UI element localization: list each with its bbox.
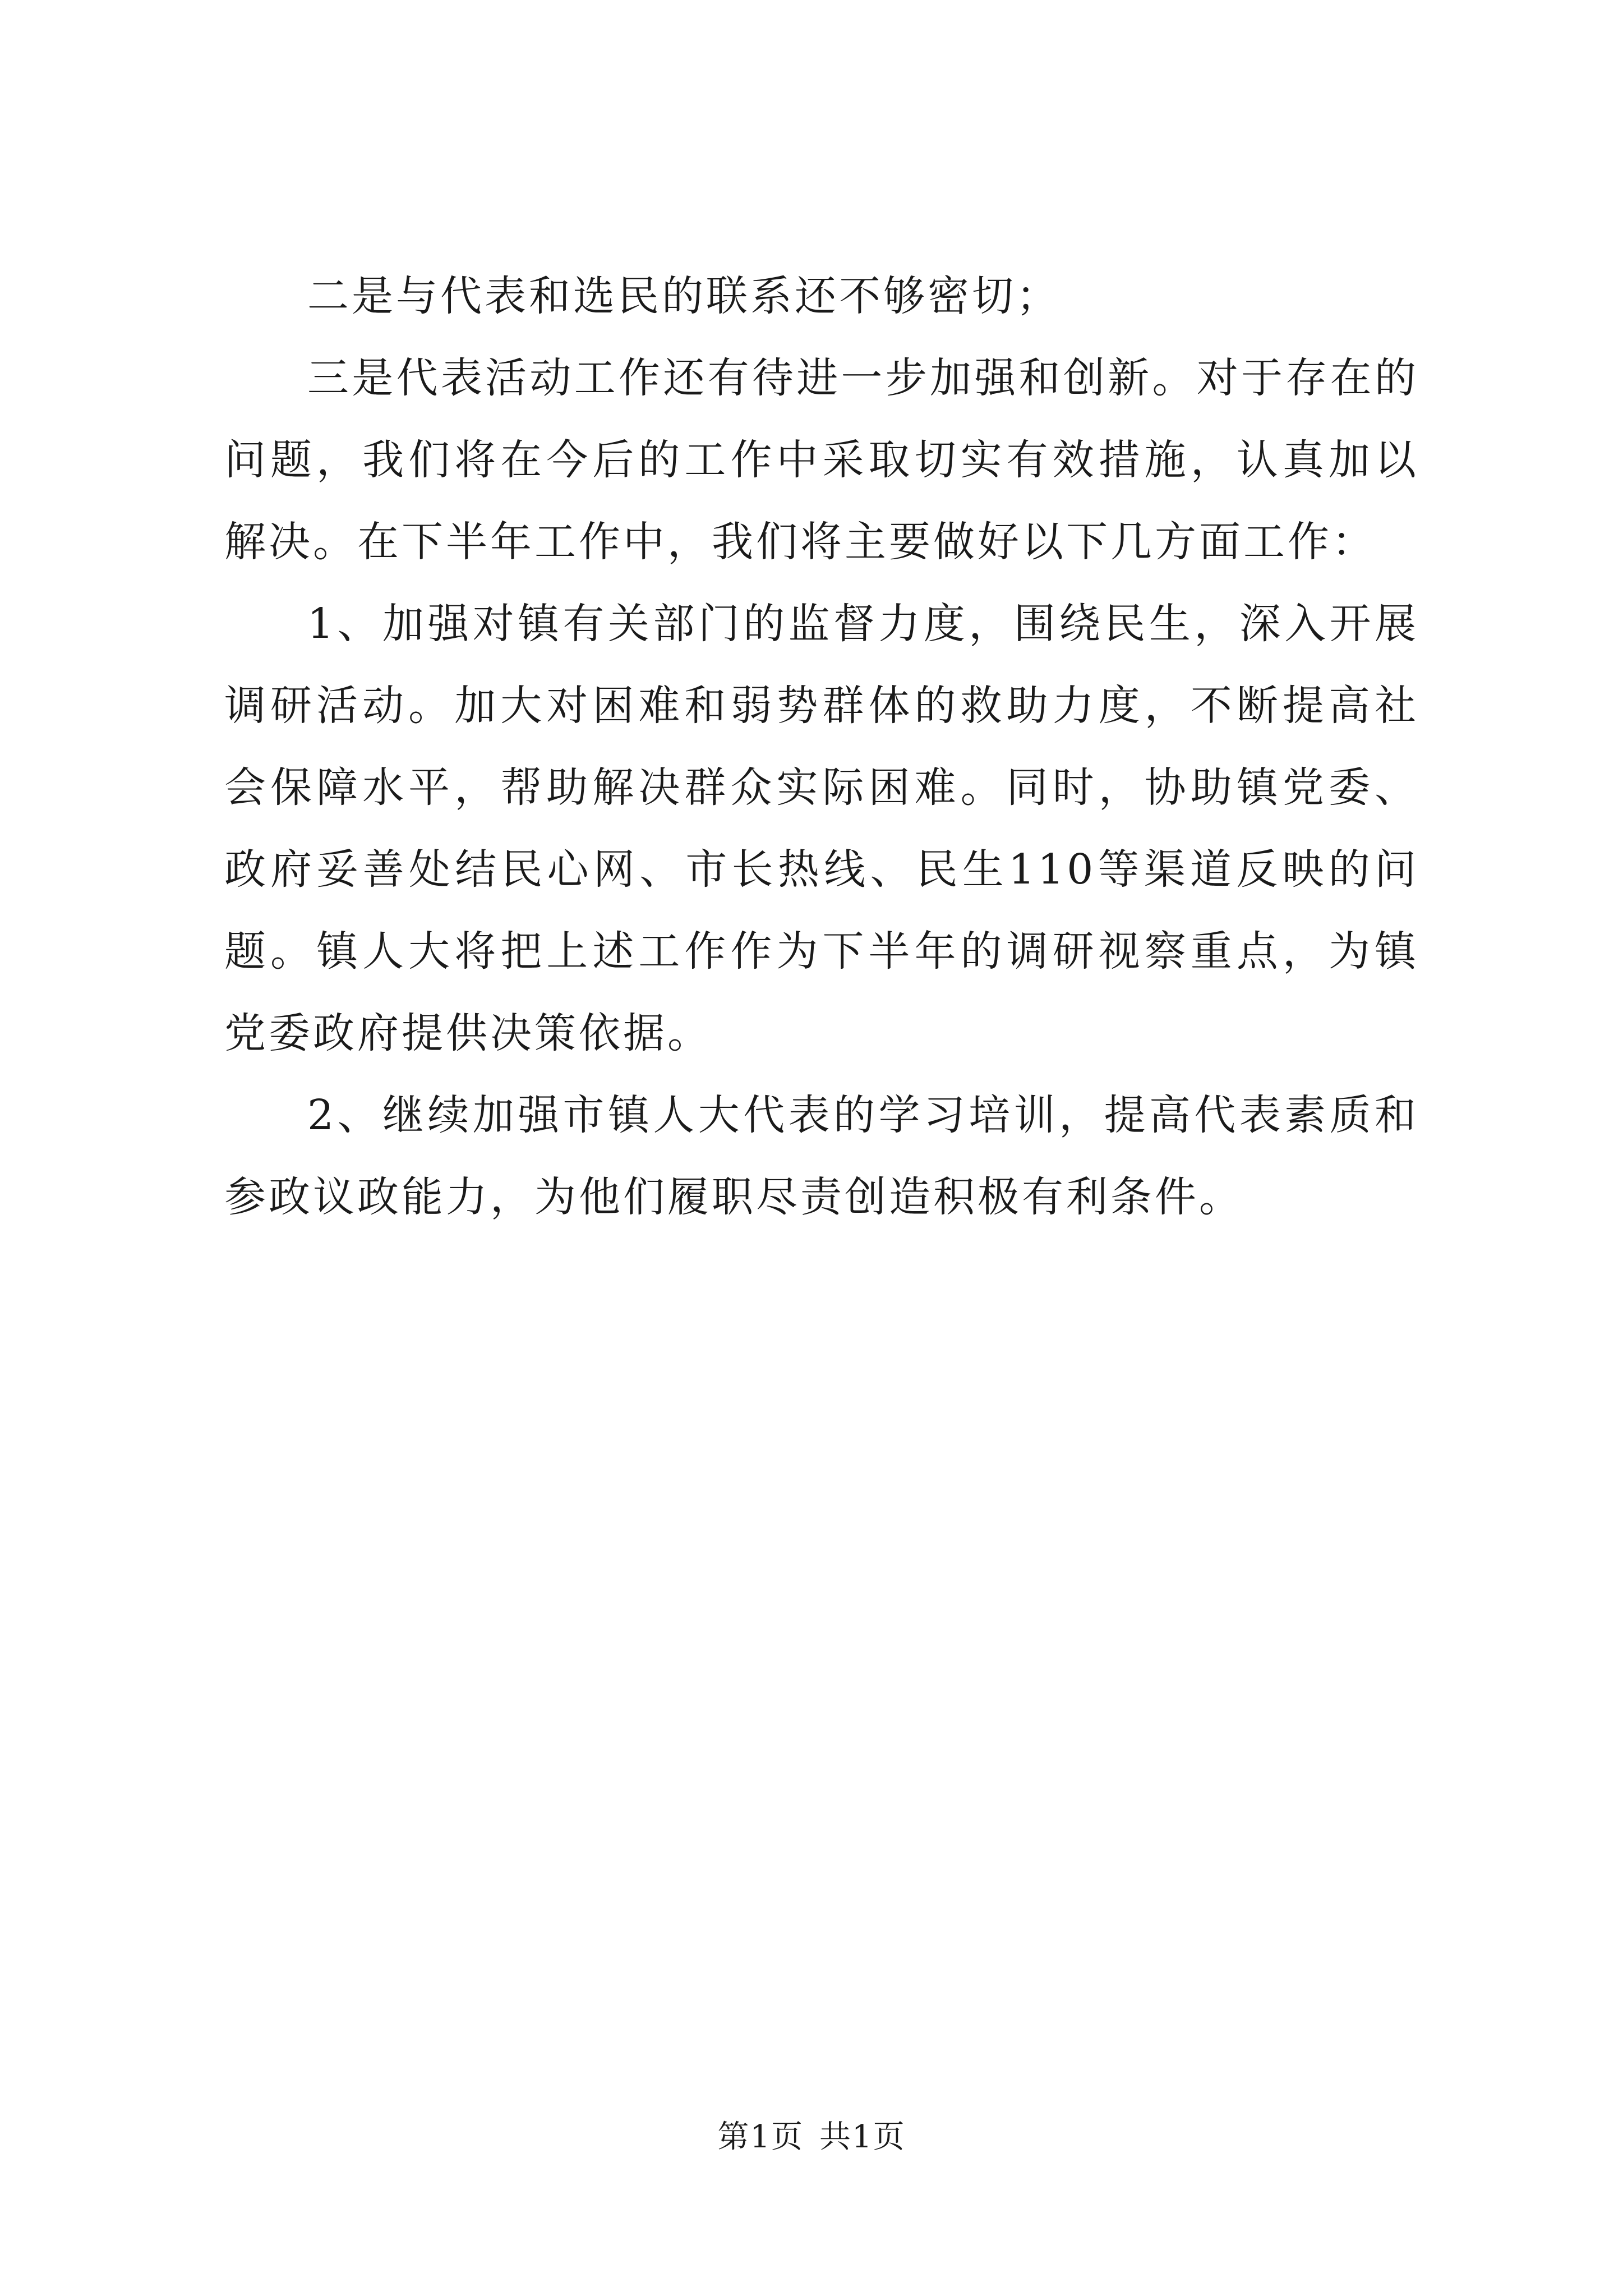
paragraph-contact-with-voters: 二是与代表和选民的联系还不够密切； [307,272,1061,320]
paragraph-representative-activities: 三是代表活动工作还有待进一步加强和创新。对于存在的问题，我们将在今后的工作中采取切实有效措施，认真加以解决。在下半年工作中，我们将主要做好以下几方面工作： [224,354,1419,566]
paragraph-item-1-supervision: 1、加强对镇有关部门的监督力度，围绕民生，深入开展调研活动。加大对困难和弱势群体的救助力度，不断提高社会保障水平，帮助解决群众实际困难。同时，协助镇党委、政府妥善处结民心网、市长热线、民生110等渠道反映的问题。镇人大将把上述工作作为下半年的调研视察重点，为镇党委政府提供决策依据。 [224,600,1419,1057]
document-body [224,255,1419,1238]
page-total: 共1页 [819,2119,906,2155]
page-number: 第1页 [717,2119,804,2155]
paragraph-item-2-training: 2、继续加强市镇人大代表的学习培训，提高代表素质和参政议政能力，为他们履职尽责创造积极有利条件。 [224,1091,1419,1221]
page-footer [0,2112,1623,2157]
